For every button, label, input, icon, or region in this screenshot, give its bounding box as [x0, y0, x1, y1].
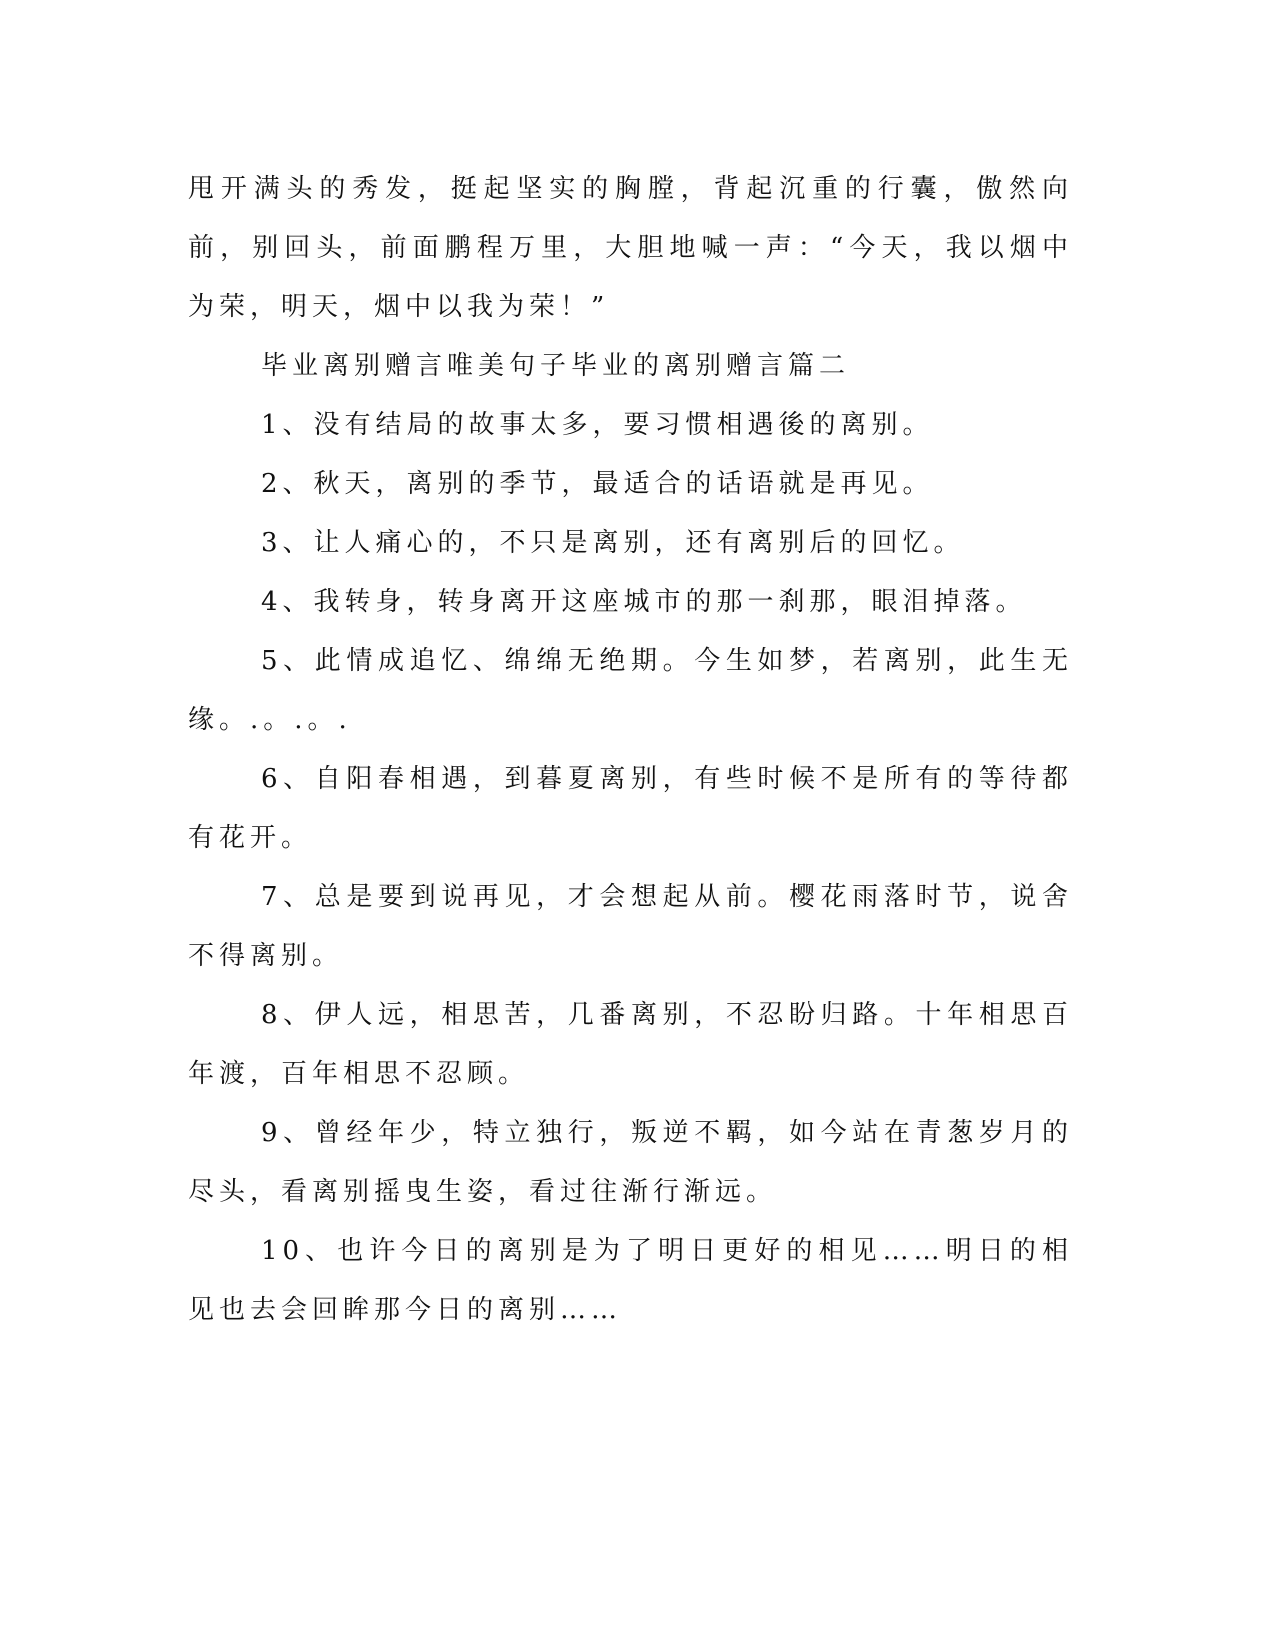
list-item: 9、曾经年少，特立独行，叛逆不羁，如今站在青葱岁月的尽头，看离别摇曳生姿，看过往渐行渐远。: [188, 1118, 1073, 1207]
paragraph-intro: 甩开满头的秀发，挺起坚实的胸膛，背起沉重的行囊，傲然向前，别回头，前面鹏程万里，大胆地喊一声：“今天，我以烟中为荣，明天，烟中以我为荣！”: [188, 174, 1073, 322]
list-item: 6、自阳春相遇，到暮夏离别，有些时候不是所有的等待都有花开。: [188, 764, 1073, 853]
list-item: 1、没有结局的故事太多，要习惯相遇後的离别。: [261, 410, 934, 440]
section-heading: 毕业离别赠言唯美句子毕业的离别赠言篇二: [261, 351, 851, 381]
list-item: 8、伊人远，相思苦，几番离别，不忍盼归路。十年相思百年渡，百年相思不忍顾。: [188, 1000, 1073, 1089]
list-item: 7、总是要到说再见，才会想起从前。樱花雨落时节，说舍不得离别。: [188, 882, 1073, 971]
list-item: 5、此情成追忆、绵绵无绝期。今生如梦，若离别，此生无缘。.。.。.: [188, 646, 1073, 735]
list-item: 3、让人痛心的，不只是离别，还有离别后的回忆。: [261, 528, 965, 558]
list-item: 2、秋天，离别的季节，最适合的话语就是再见。: [261, 469, 934, 499]
list-item: 10、也许今日的离别是为了明日更好的相见……明日的相见也去会回眸那今日的离别……: [188, 1236, 1073, 1325]
list-item: 4、我转身，转身离开这座城市的那一刹那，眼泪掉落。: [261, 587, 1027, 617]
document-body: [188, 160, 1073, 1340]
